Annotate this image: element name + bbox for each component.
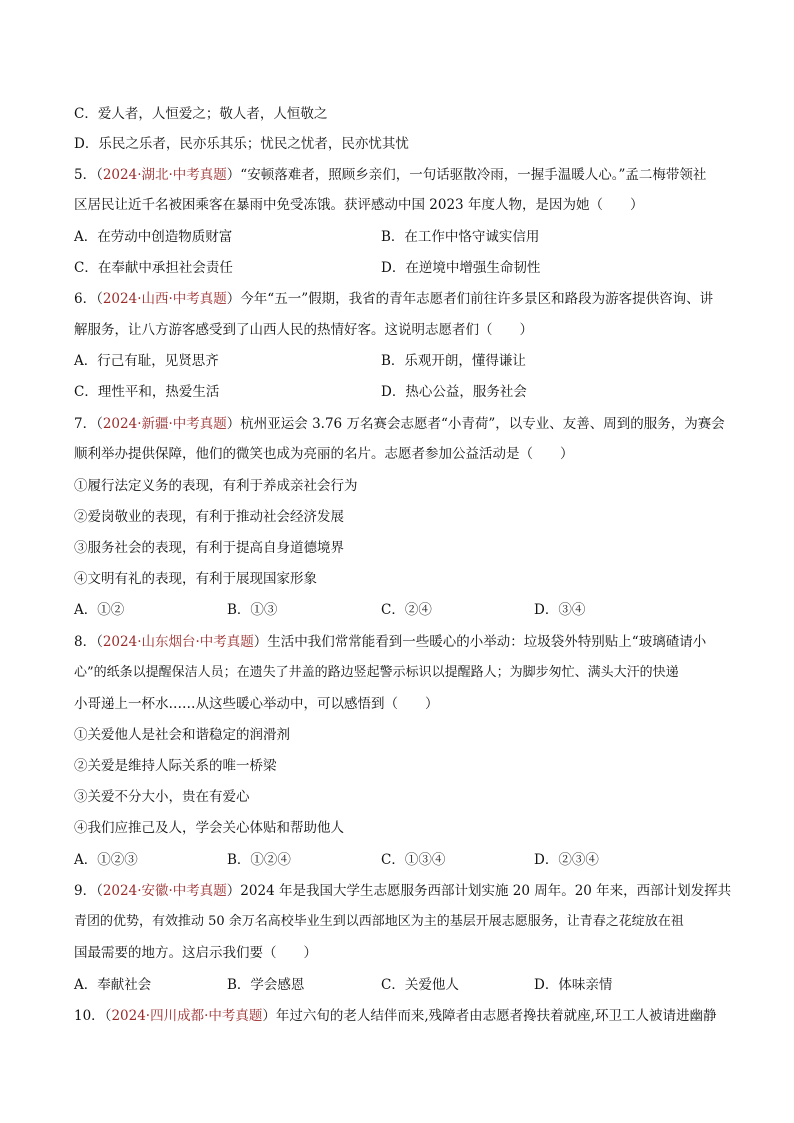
q9-option-c: C．关爱他人 — [381, 977, 459, 993]
q8-statement-2: ②关爱是维持人际关系的唯一桥梁 — [74, 758, 277, 774]
q7-statement-1: ①履行法定义务的表现，有利于养成亲社会行为 — [74, 478, 358, 494]
q5-source: 2024·湖北·中考真题 — [102, 167, 227, 183]
q6-option-a: A．行己有耻，见贤思齐 — [74, 353, 219, 369]
q8-option-b: B．①②④ — [227, 852, 291, 868]
q8-option-d: D．②③④ — [534, 852, 599, 868]
q7-stem-line1 — [74, 414, 725, 434]
q10-text: ）年过六旬的老人结伴而来,残障者由志愿者搀扶着就座,环卫工人被请进幽静 — [262, 1008, 717, 1024]
q6-stem-line1 — [74, 289, 713, 309]
q8-statement-3: ③关爱不分大小，贵在有爱心 — [74, 789, 250, 805]
q8-text: ）生活中我们常常能看到一些暖心的小举动：垃圾袋外特别贴上“玻璃碴请小 — [253, 634, 707, 650]
q9-option-b: B．学会感恩 — [227, 977, 305, 993]
q6-source: 2024·山西·中考真题 — [102, 291, 227, 307]
q7-statement-2: ②爱岗敬业的表现，有利于推动社会经济发展 — [74, 509, 344, 525]
q5-option-b: B．在工作中恪守诚实信用 — [381, 229, 540, 245]
q9-option-a: A．奉献社会 — [74, 977, 152, 993]
q8-option-a: A．①②③ — [74, 852, 138, 868]
q8-stem-line2: 心”的纸条以提醒保洁人员；在遗失了井盖的路边竖起警示标识以提醒路人；为脚步匆忙、满头大汗的快递 — [74, 665, 679, 680]
q7-option-d: D．③④ — [534, 602, 586, 618]
q4-option-d: D．乐民之乐者，民亦乐其乐；忧民之忧者，民亦忧其忧 — [74, 136, 409, 152]
q10-number: 10．（ — [74, 1008, 112, 1024]
q7-option-a: A．①② — [74, 602, 125, 618]
q5-option-c: C．在奉献中承担社会责任 — [74, 260, 233, 276]
q8-statement-4: ④我们应推己及人，学会关心体贴和帮助他人 — [74, 820, 344, 836]
q9-source: 2024·安徽·中考真题 — [102, 883, 227, 899]
q7-statement-3: ③服务社会的表现，有利于提高自身道德境界 — [74, 540, 344, 556]
q7-stem-line2: 顺利举办提供保障，他们的微笑也成为亮丽的名片。志愿者参加公益活动是（ ） — [74, 446, 574, 462]
q5-number: 5．（ — [74, 167, 103, 183]
q6-option-b: B．乐观开朗，懂得谦让 — [381, 353, 526, 369]
q7-number: 7．（ — [74, 416, 103, 432]
q6-text: ）今年“五一”假期，我省的青年志愿者们前往许多景区和路段为游客提供咨询、讲 — [226, 291, 714, 307]
q6-option-c: C．理性平和，热爱生活 — [74, 384, 220, 400]
q9-option-d: D．体味亲情 — [534, 977, 613, 993]
q8-stem-line1 — [74, 632, 706, 652]
q5-stem-line2: 区居民让近千名被困乘客在暴雨中免受冻饿。获评感动中国 2023 年度人物，是因为她（ ） — [74, 197, 644, 213]
q6-option-d: D．热心公益，服务社会 — [381, 384, 527, 400]
q10-stem-line1 — [74, 1006, 716, 1026]
q8-source: 2024·山东烟台·中考真题 — [102, 634, 254, 650]
q8-number: 8．（ — [74, 634, 103, 650]
q5-option-d: D．在逆境中增强生命韧性 — [381, 260, 541, 276]
q4-option-c: C．爱人者，人恒爱之；敬人者，人恒敬之 — [74, 106, 328, 122]
q7-option-b: B．①③ — [227, 602, 278, 618]
q7-source: 2024·新疆·中考真题 — [102, 416, 227, 432]
q10-source: 2024·四川成都·中考真题 — [111, 1008, 263, 1024]
q8-statement-1: ①关爱他人是社会和谐稳定的润滑剂 — [74, 727, 290, 743]
q7-text: ）杭州亚运会 3.76 万名赛会志愿者“小青荷”，以专业、友善、周到的服务，为赛会 — [226, 416, 725, 432]
q5-text: ）“安顿落难者，照顾乡亲们，一句话驱散冷雨，一握手温暖人心。”孟二梅带领社 — [226, 167, 707, 183]
q7-option-c: C．②④ — [381, 602, 432, 618]
q9-stem-line2: 青团的优势，有效推动 50 余万名高校毕业生到以西部地区为主的基层开展志愿服务，让青春之花绽放在祖 — [74, 914, 684, 929]
q9-text: ）2024 年是我国大学生志愿服务西部计划实施 20 周年。20 年来，西部计划发挥共 — [226, 883, 732, 899]
q9-stem-line3: 国最需要的地方。这启示我们要（ ） — [74, 945, 317, 961]
q6-stem-line2: 解服务，让八方游客感受到了山西人民的热情好客。这说明志愿者们（ ） — [74, 322, 533, 338]
q8-option-c: C．①③④ — [381, 852, 446, 868]
q8-stem-line3: 小哥递上一杯水……从这些暖心举动中，可以感悟到（ ） — [74, 696, 439, 712]
q6-number: 6．（ — [74, 291, 103, 307]
q5-option-a: A．在劳动中创造物质财富 — [74, 229, 233, 245]
q5-stem-line1 — [74, 165, 706, 185]
q7-statement-4: ④文明有礼的表现，有利于展现国家形象 — [74, 571, 317, 587]
q9-stem-line1 — [74, 881, 731, 901]
q9-number: 9．（ — [74, 883, 103, 899]
